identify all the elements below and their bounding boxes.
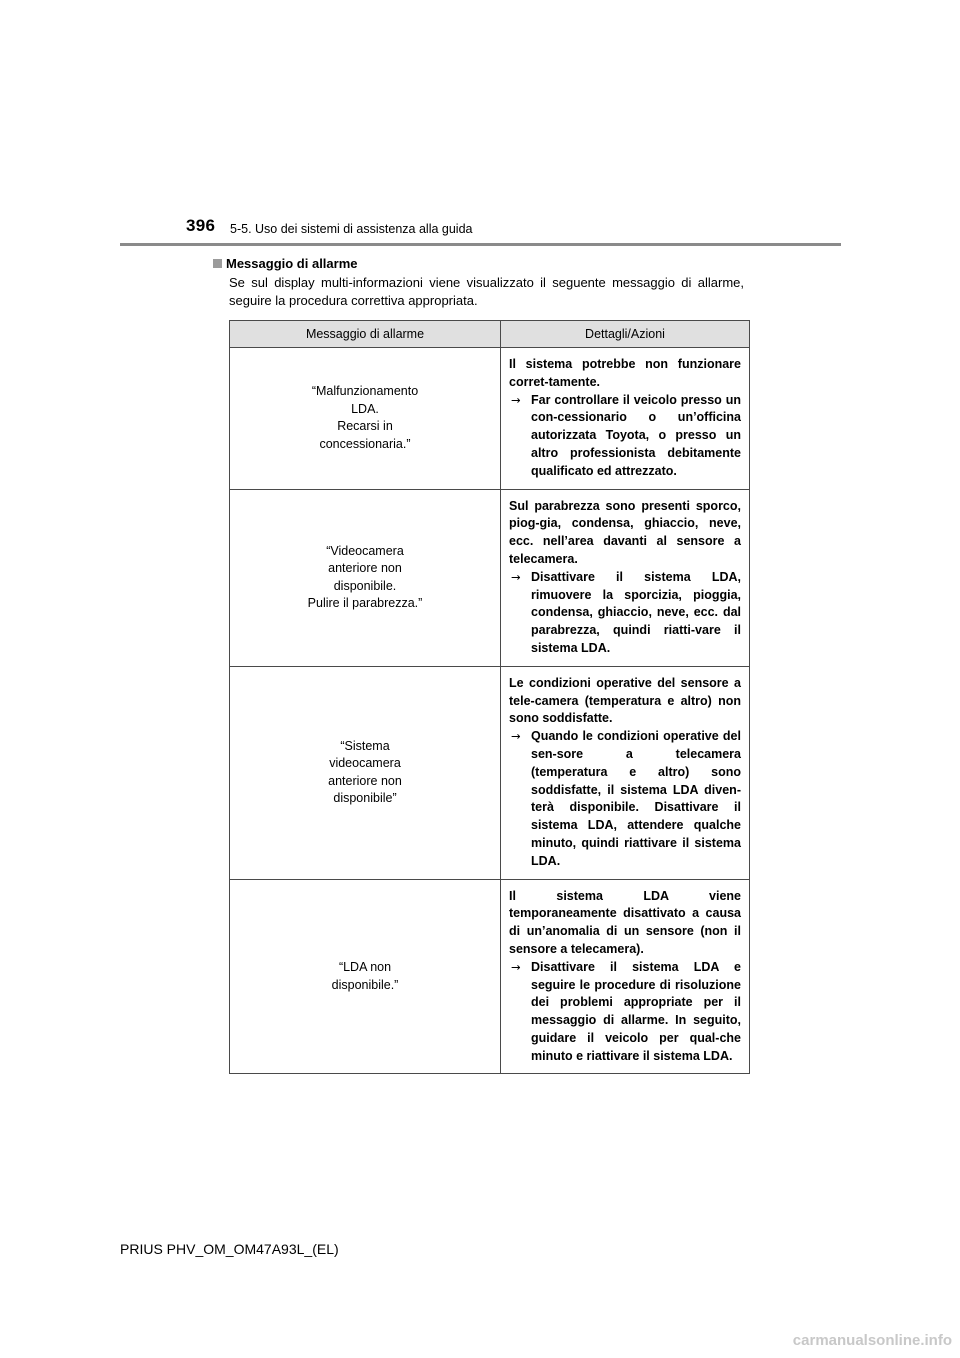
message-cell bbox=[230, 666, 501, 879]
document-id: PRIUS PHV_OM_OM47A93L_(EL) bbox=[120, 1241, 339, 1257]
header-rule bbox=[120, 243, 841, 246]
action-text: Disattivare il sistema LDA, rimuovere la sporcizia, pioggia, condensa, ghiaccio, neve, ecc. dal parabrezza, quindi riatti-vare il sistema LDA. bbox=[531, 569, 741, 655]
detail-cell bbox=[501, 348, 750, 490]
arrow-icon: → bbox=[511, 729, 521, 744]
arrow-icon: → bbox=[511, 959, 521, 974]
alarm-message: “Malfunzionamento LDA. Recarsi in concessionaria.” bbox=[311, 384, 419, 451]
detail-cell bbox=[501, 879, 750, 1074]
action-text: Far controllare il veicolo presso un con-cessionario o un’officina autorizzata Toyota, o presso un altro professionista debitamente qualificato ed attrezzato. bbox=[531, 392, 741, 478]
action-line bbox=[509, 392, 741, 481]
action-text: Disattivare il sistema LDA e seguire le procedure di risoluzione dei problemi appropriate per il messaggio di allarme. In seguito, guidare il veicolo per qual-che minuto e riattivare il sistema LDA. bbox=[531, 959, 741, 1063]
section-heading-text: Messaggio di allarme bbox=[226, 256, 358, 271]
detail-description: Il sistema LDA viene temporaneamente disattivato a causa di un’anomalia di un sensore (non il sensore a telecamera). bbox=[509, 888, 741, 956]
column-header-message: Messaggio di allarme bbox=[230, 321, 501, 348]
page-number: 396 bbox=[186, 216, 216, 235]
section-heading bbox=[213, 256, 358, 271]
action-text: Quando le condizioni operative del sen-sore a telecamera (temperatura e altro) sono soddisfatte, il sistema LDA diven-terà disponibile. Disattivare il sistema LDA, attendere qualche minuto, quindi riattivare il sistema LDA. bbox=[531, 729, 741, 868]
message-cell bbox=[230, 348, 501, 490]
alarm-message: “LDA non disponibile.” bbox=[331, 960, 399, 992]
arrow-icon: → bbox=[511, 392, 521, 407]
action-line bbox=[509, 959, 741, 1066]
alarm-message: “Sistema videocamera anteriore non disponibile” bbox=[328, 738, 402, 806]
column-header-details: Dettagli/Azioni bbox=[501, 321, 750, 348]
action-line bbox=[509, 569, 741, 658]
message-cell bbox=[230, 879, 501, 1074]
detail-description: Le condizioni operative del sensore a tele-camera (temperatura e altro) non sono soddisfatte. bbox=[509, 675, 741, 726]
intro-paragraph: Se sul display multi-informazioni viene visualizzato il seguente messaggio di allarme, seguire la procedura correttiva appropriata. bbox=[229, 275, 744, 308]
alarm-message: “Videocamera anteriore non disponibile. Pulire il parabrezza.” bbox=[307, 543, 423, 611]
detail-description: Sul parabrezza sono presenti sporco, piog-gia, condensa, ghiaccio, neve, ecc. nell’area davanti al sensore a telecamera. bbox=[509, 498, 741, 566]
detail-description: Il sistema potrebbe non funzionare corret-tamente. bbox=[509, 357, 741, 389]
detail-cell bbox=[501, 489, 750, 666]
table-row bbox=[230, 348, 750, 490]
arrow-icon: → bbox=[511, 569, 521, 584]
table-row bbox=[230, 666, 750, 879]
table-header-row bbox=[230, 321, 750, 348]
watermark: carmanualsonline.info bbox=[792, 1332, 952, 1349]
detail-cell bbox=[501, 666, 750, 879]
section-title: 5-5. Uso dei sistemi di assistenza alla guida bbox=[230, 222, 473, 236]
action-line bbox=[509, 728, 741, 870]
table-row bbox=[230, 489, 750, 666]
table-row bbox=[230, 879, 750, 1074]
square-bullet-icon bbox=[213, 259, 222, 268]
alarm-table bbox=[229, 320, 750, 1074]
message-cell bbox=[230, 489, 501, 666]
